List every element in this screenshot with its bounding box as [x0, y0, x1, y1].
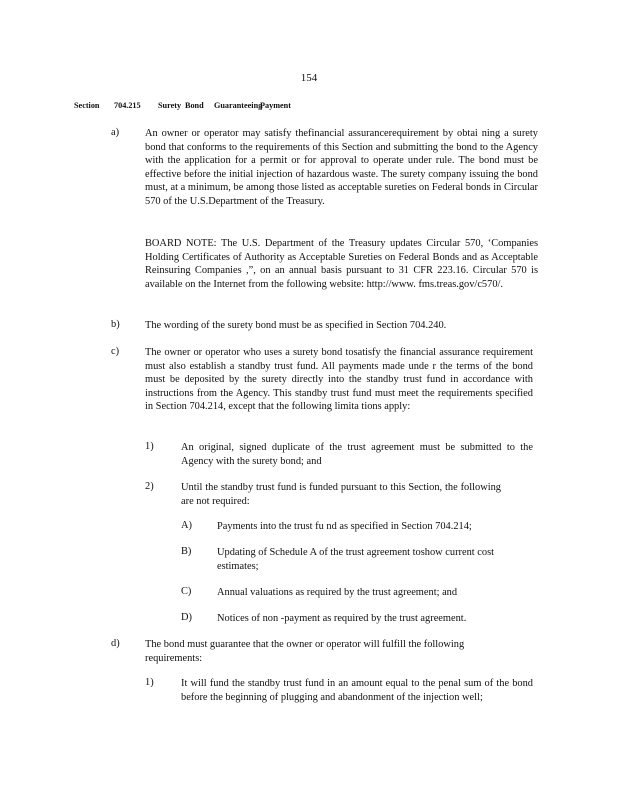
subsection-d-text: The bond must guarantee that the owner or operator will fulfill the following requirements:	[145, 639, 465, 664]
item-cB-text: Updating of Schedule A of the trust agreement toshow current cost estimates;	[217, 547, 495, 572]
item-cB-label: B)	[181, 546, 192, 557]
section-title-word-1: Surety	[158, 101, 182, 110]
subsection-d-label: d)	[111, 638, 120, 649]
subsection-c-label: c)	[111, 346, 120, 357]
subsection-b-label: b)	[111, 319, 120, 330]
page-number: 154	[300, 72, 318, 84]
item-c2-text: Until the standby trust fund is funded pursuant to this Section, the following are not required:	[181, 482, 501, 507]
subsection-c-text: The owner or operator who uses a surety bond tosatisfy the financial assurance requirement must also establish a standby trust fund. All payments made unde r the terms of the bond must be deposited by the surety directly into the standby trust fund in accordance with instructions from the Agency. This standby trust fund must meet the requirements specified in Section 704.214, except that the following limita tions apply:	[145, 347, 533, 413]
item-d1-text: It will fund the standby trust fund in an amount equal to the penal sum of the bond before the beginning of plugging and abandonment of the injection well;	[181, 678, 533, 703]
section-title-word-4: Payment	[260, 101, 291, 110]
item-c1-label: 1)	[145, 441, 154, 452]
item-d1-label: 1)	[145, 677, 154, 688]
section-number: 704.215	[114, 101, 141, 110]
item-cC-label: C)	[181, 586, 192, 597]
section-title-word-2: Bond	[185, 101, 204, 110]
subsection-a-text: An owner or operator may satisfy thefinancial assurancerequirement by obtai ning a surety bond that conforms to the requirements of this Section and submitting the bond to the Agency with the application for a permit or for approval to operate under rule. The bond must be effective before the initial injection of hazardous waste. The surety company issuing the bond must, at a minimum, be among those listed as acceptable sureties on Federal bonds in Circular 570 of the U.S.Department of the Treasury.	[145, 128, 538, 207]
item-c1-text: An original, signed duplicate of the trust agreement must be submitted to the Agency with the surety bond; and	[181, 442, 533, 467]
section-heading	[74, 101, 291, 110]
section-title-word-3: Guaranteeing	[214, 101, 263, 110]
section-label: Section	[74, 101, 100, 110]
subsection-b-text: The wording of the surety bond must be as specified in Section 704.240.	[145, 320, 447, 331]
item-cC-text: Annual valuations as required by the trust agreement; and	[217, 587, 458, 598]
item-cD-text: Notices of non -payment as required by the trust agreement.	[217, 613, 467, 624]
board-note: BOARD NOTE: The U.S. Department of the Treasury updates Circular 570, ‘Companies Holding Certificates of Authority as Acceptable Sureties on Federal Bonds and as Acceptable Reinsuring Companies ,”, on an annual basis pursuant to 31 CFR 223.16. Circular 570 is available on the Internet from the following website: http://www. fms.treas.gov/c570/.	[145, 238, 538, 290]
item-cA-text: Payments into the trust fu nd as specified in Section 704.214;	[217, 521, 472, 532]
item-cD-label: D)	[181, 612, 192, 623]
item-c2-label: 2)	[145, 481, 154, 492]
subsection-a-label: a)	[111, 127, 120, 138]
item-cA-label: A)	[181, 520, 192, 531]
